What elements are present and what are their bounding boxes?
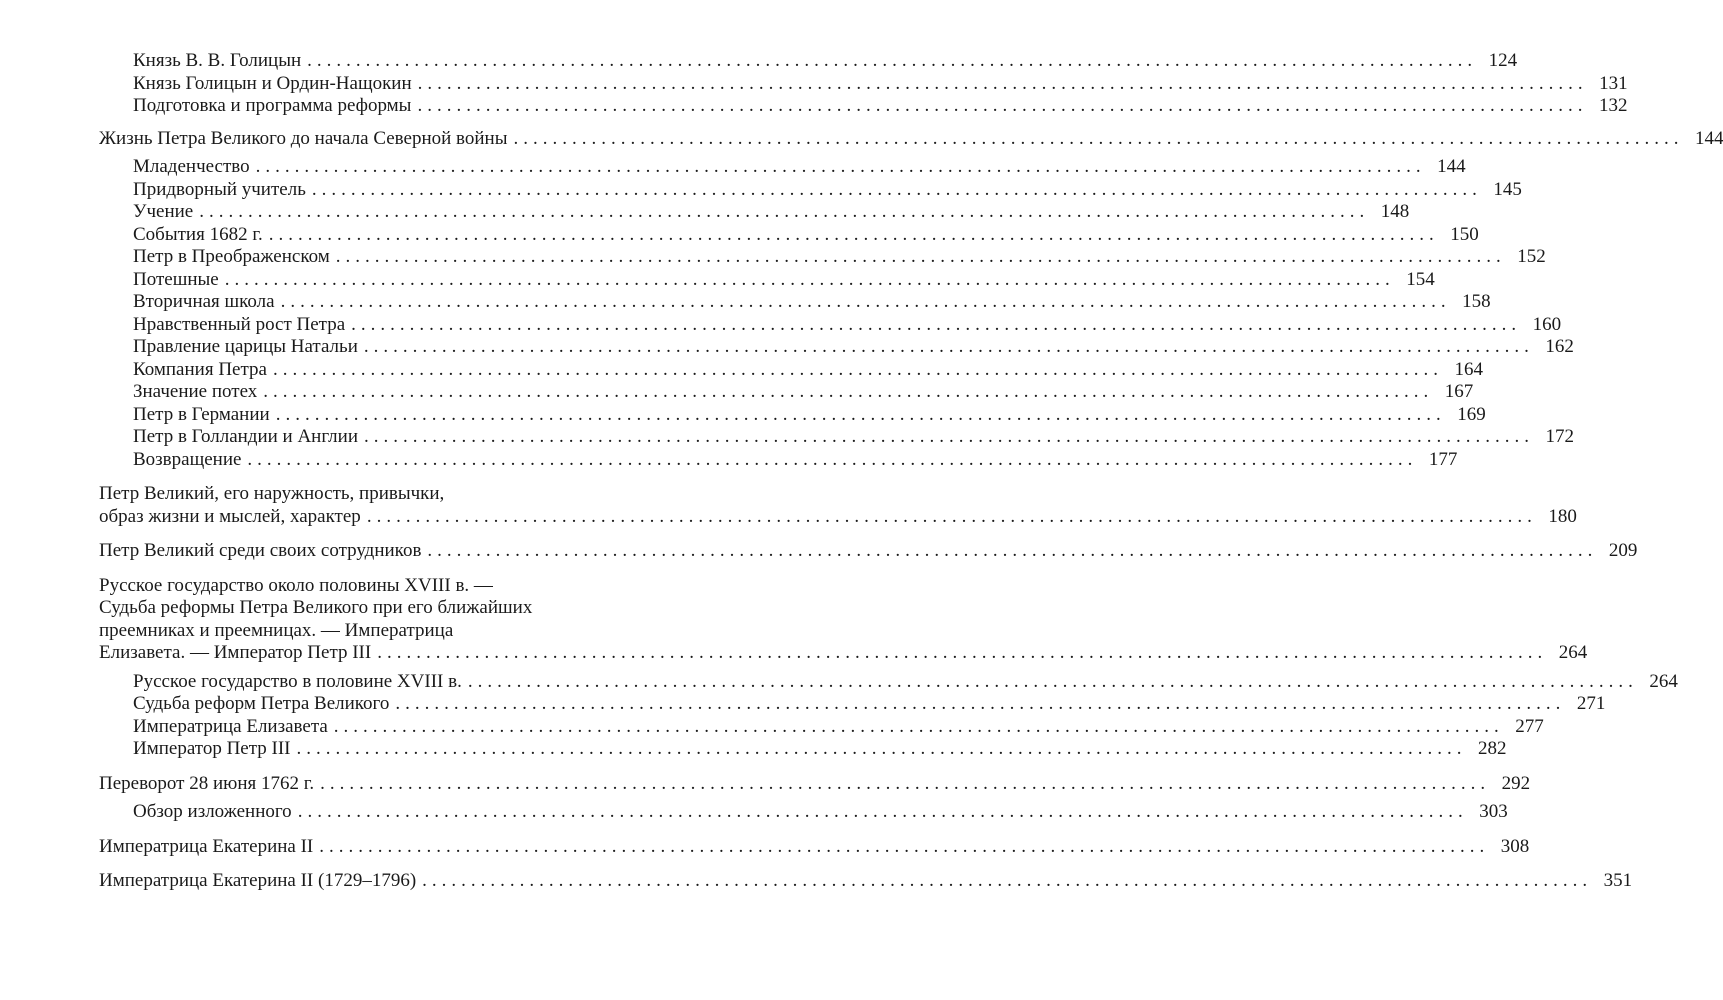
toc-entry (99, 426, 1574, 449)
toc-chapter (99, 540, 1638, 563)
toc-entry-page: 154 (1406, 268, 1435, 290)
dot-leader: ........................................................................................................................ (199, 201, 1370, 222)
toc-entry-title: Правление царицы Натальи (133, 336, 358, 357)
dot-leader: ........................................................................................................................ (513, 127, 1684, 149)
toc-entry-page: 180 (1548, 505, 1577, 527)
toc-entry-title: Младенчество (133, 156, 250, 177)
toc-entry-title: Потешные (133, 268, 219, 290)
toc-entry-title: Значение потех (133, 381, 258, 402)
toc-entry-title: Князь Голицын и Ордин-Нащокин (133, 72, 412, 94)
toc-chapter (99, 483, 1577, 528)
toc-entry-page: 351 (1603, 870, 1633, 891)
dot-leader: ........................................................................................................................ (297, 801, 1468, 822)
toc-entry-title: Компания Петра (133, 358, 267, 380)
toc-entry (99, 448, 1458, 472)
toc-entry-title: Петр в Голландии и Англии (133, 426, 358, 447)
toc-entry (99, 50, 1518, 73)
dot-leader: ........................................................................................................................ (280, 291, 1451, 312)
toc-entry (99, 381, 1474, 404)
dot-leader: ........................................................................................................................ (263, 381, 1434, 402)
toc-entry-page: 158 (1462, 291, 1491, 312)
toc-entry-title: Жизнь Петра Великого до начала Северной войны (99, 127, 508, 149)
toc-entry-title: Русское государство в половине XVIII в. (133, 670, 462, 692)
dot-leader: ........................................................................................................................ (311, 178, 1482, 200)
toc-entry-page: 162 (1545, 336, 1574, 357)
toc-entry-page: 160 (1532, 313, 1562, 335)
dot-leader: ........................................................................................................................ (296, 738, 1467, 759)
toc-entry-page: 282 (1478, 738, 1507, 759)
toc-entry-title: Петр в Преображенском (133, 246, 330, 267)
toc-entry-page: 144 (1694, 127, 1723, 149)
toc-entry-title-line: Петр Великий, его наружность, привычки, (99, 483, 445, 504)
dot-leader: ........................................................................................................................ (268, 223, 1439, 245)
toc-entry-title: Обзор изложенного (133, 801, 292, 822)
toc-entry (99, 201, 1410, 224)
toc-entry-page: 308 (1500, 835, 1530, 857)
toc-entry-title: Императрица Елизавета (133, 715, 328, 737)
toc-entry-title: Придворный учитель (133, 178, 306, 200)
dot-leader: ........................................................................................................................ (247, 448, 1418, 470)
toc-entry-title: Переворот 28 июня 1762 г. (99, 772, 315, 794)
toc-entry-title-line: Русское государство около половины XVIII в. — (99, 574, 493, 596)
toc-entry-page: 292 (1501, 772, 1531, 794)
toc-entry-page: 277 (1515, 715, 1544, 737)
toc-entry (99, 95, 1628, 118)
toc-entry-page: 145 (1493, 178, 1522, 200)
toc-entry-page: 132 (1598, 95, 1628, 116)
toc-chapter (99, 772, 1531, 796)
toc-entry (99, 403, 1486, 427)
toc-entry-page: 152 (1517, 246, 1546, 267)
toc-entry (99, 801, 1508, 824)
toc-entry (99, 715, 1544, 739)
table-of-contents (99, 50, 1723, 893)
dot-leader: ........................................................................................................................ (377, 642, 1548, 663)
dot-leader: ........................................................................................................................ (255, 156, 1426, 177)
toc-entry-title: Князь В. В. Голицын (133, 50, 302, 71)
dot-leader: ........................................................................................................................ (351, 313, 1522, 335)
toc-entry-title: Петр в Германии (133, 403, 270, 425)
dot-leader: ........................................................................................................................ (272, 358, 1443, 380)
toc-entry-page: 264 (1649, 670, 1678, 692)
dot-leader: ........................................................................................................................ (335, 246, 1506, 267)
toc-entry-title: образ жизни и мыслей, характер (99, 505, 361, 527)
toc-entry-page: 264 (1558, 642, 1588, 663)
toc-entry (99, 246, 1546, 269)
toc-entry-title: Учение (133, 201, 194, 222)
toc-entry-title: Император Петр III (133, 738, 291, 759)
toc-entry-page: 172 (1545, 426, 1574, 447)
toc-entry (99, 313, 1562, 337)
toc-entry-page: 169 (1457, 403, 1486, 425)
dot-leader: ........................................................................................................................ (364, 426, 1534, 447)
dot-leader: ........................................................................................................................ (366, 505, 1537, 527)
toc-entry (99, 693, 1606, 716)
toc-entry-page: 144 (1437, 156, 1466, 177)
dot-leader: ........................................................................................................................ (363, 336, 1534, 357)
toc-entry-page: 124 (1488, 50, 1518, 71)
toc-entry-page: 164 (1454, 358, 1483, 380)
toc-entry-page: 177 (1428, 448, 1458, 470)
toc-entry (99, 72, 1628, 96)
toc-entry-title: Нравственный рост Петра (133, 313, 346, 335)
dot-leader: ........................................................................................................................ (422, 870, 1593, 891)
toc-chapter (99, 835, 1530, 859)
toc-entry (99, 738, 1507, 761)
toc-entry-page: 148 (1380, 201, 1410, 222)
dot-leader: ........................................................................................................................ (320, 772, 1491, 794)
toc-entry-title: События 1682 г. (133, 223, 263, 245)
toc-entry-title: Судьба реформ Петра Великого (133, 693, 390, 714)
toc-entry-title-line: Судьба реформы Петра Великого при его ближайших (99, 597, 533, 618)
toc-entry (99, 358, 1483, 382)
toc-chapter (99, 127, 1723, 151)
toc-entry-title: Императрица Екатерина II (1729–1796) (99, 870, 417, 891)
toc-entry (99, 156, 1466, 179)
dot-leader: ........................................................................................................................ (224, 268, 1395, 290)
toc-entry-page: 271 (1576, 693, 1606, 714)
toc-chapter (99, 574, 1588, 665)
dot-leader: ........................................................................................................................ (427, 540, 1598, 561)
toc-entry-title: Петр Великий среди своих сотрудников (99, 540, 422, 561)
toc-entry (99, 670, 1678, 694)
toc-chapter (99, 870, 1633, 893)
toc-entry-title-line: преемниках и преемницах. — Императрица (99, 619, 454, 641)
toc-entry (99, 178, 1522, 202)
dot-leader: ........................................................................................................................ (307, 50, 1478, 71)
toc-entry-page: 167 (1444, 381, 1474, 402)
toc-entry-title: Вторичная школа (133, 291, 275, 312)
dot-leader: ........................................................................................................................ (395, 693, 1566, 714)
toc-entry-title: Подготовка и программа реформы (133, 95, 412, 116)
dot-leader: ........................................................................................................................ (275, 403, 1446, 425)
toc-entry-page: 150 (1450, 223, 1479, 245)
toc-entry-page: 131 (1599, 72, 1628, 94)
dot-leader: ........................................................................................................................ (417, 95, 1588, 116)
dot-leader: ........................................................................................................................ (319, 835, 1490, 857)
toc-entry (99, 223, 1479, 247)
toc-entry (99, 336, 1574, 359)
dot-leader: ........................................................................................................................ (467, 670, 1638, 692)
toc-entry-title: Возвращение (133, 448, 242, 470)
toc-entry-page: 303 (1479, 801, 1508, 822)
dot-leader: ........................................................................................................................ (417, 72, 1588, 94)
toc-entry (99, 268, 1435, 292)
toc-entry-title: Елизавета. — Император Петр III (99, 642, 372, 663)
toc-entry-title: Императрица Екатерина II (99, 835, 314, 857)
toc-entry-page: 209 (1608, 540, 1638, 561)
dot-leader: ........................................................................................................................ (333, 715, 1504, 737)
toc-entry (99, 291, 1491, 314)
